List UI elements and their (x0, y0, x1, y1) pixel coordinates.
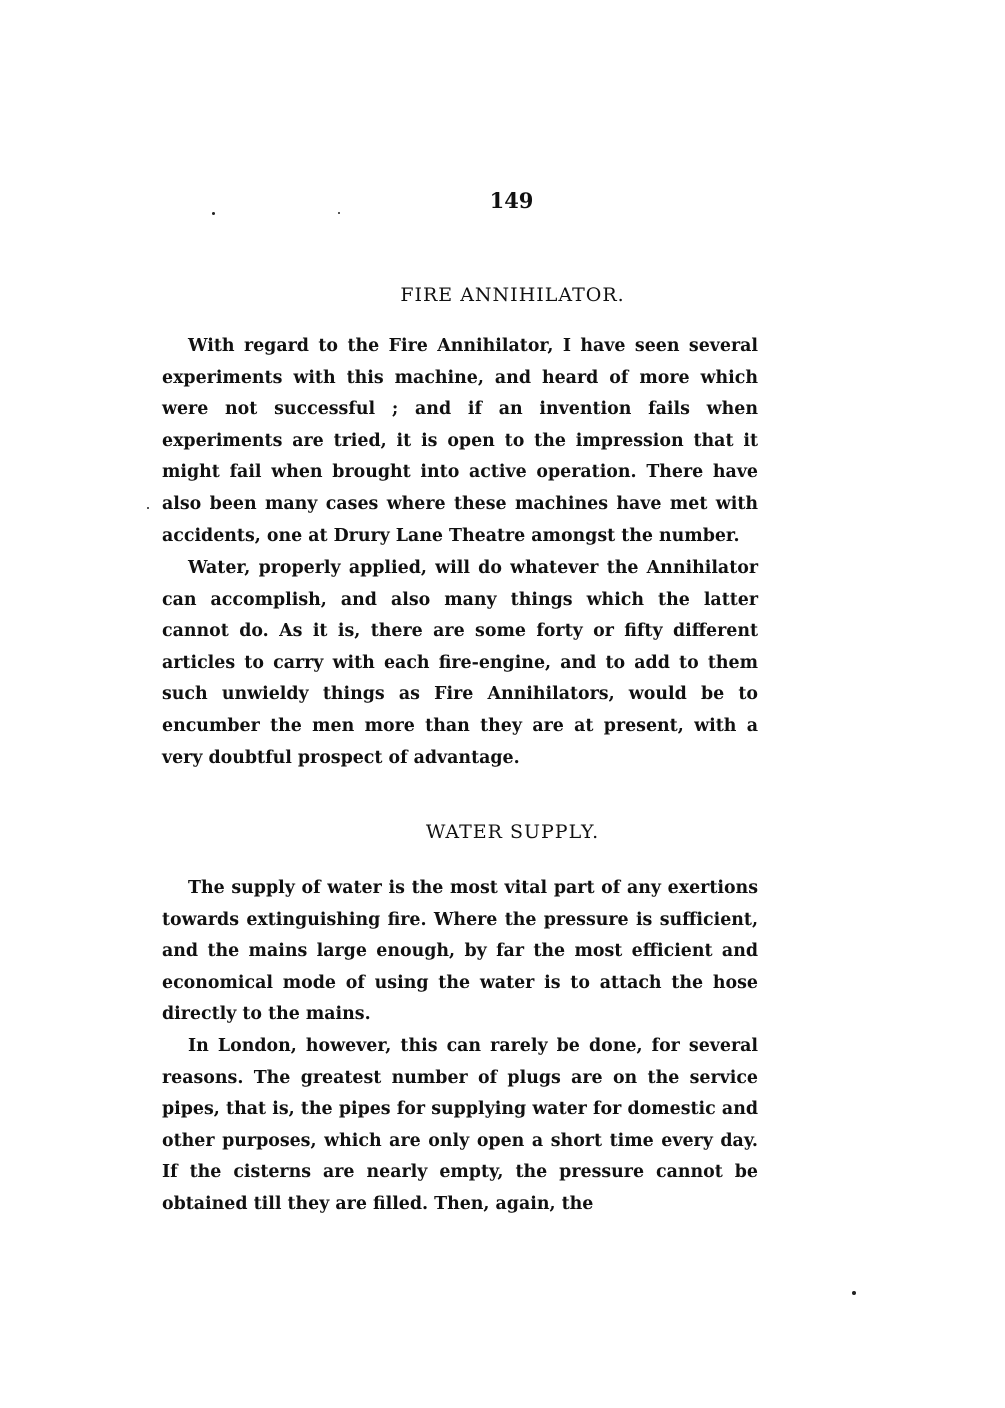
section-heading-fire-annihilator: FIRE ANNIHILATOR. (400, 284, 625, 306)
paragraph: In London, however, this can rarely be done, for several reasons. The greatest number of plugs are on the service pipes, that is, the pipes for supplying water for domestic and other purposes, which are only open a short time every day. If the cisterns are nearly empty, the pressure cannot be obtained till they are filled. Then, again, the (162, 1036, 758, 1214)
paragraph: Water, properly applied, will do whatever the Annihilator can accomplish, and also many things which the latter cannot do. As it is, there are some forty or fifty different articles to carry with each fire-engine, and to add to them such unwieldy things as Fire Annihilators, would be to encumber the men more than they are at present, with a very doubtful prospect of advantage. (162, 558, 758, 768)
section-heading-water-supply: WATER SUPPLY. (425, 821, 600, 843)
paragraph: The supply of water is the most vital part of any exertions towards extinguishing fire. Where the pressure is sufficient, and the mains large enough, by far the most efficient and economical mode of using the water is to attach the hose directly to the mains. (162, 878, 758, 1025)
page-number: 149 (489, 188, 534, 213)
print-speck (852, 1291, 856, 1295)
print-speck (147, 507, 149, 509)
print-speck (338, 212, 340, 214)
print-speck (212, 212, 215, 215)
paragraph: With regard to the Fire Annihilator, I have seen several experiments with this machine, and heard of more which were not successful ; and if an invention fails when experiments are tried, it is open to the impression that it might fail when brought into active operation. There have also been many cases where these machines have met with accidents, one at Drury Lane Theatre amongst the number. (162, 336, 758, 546)
